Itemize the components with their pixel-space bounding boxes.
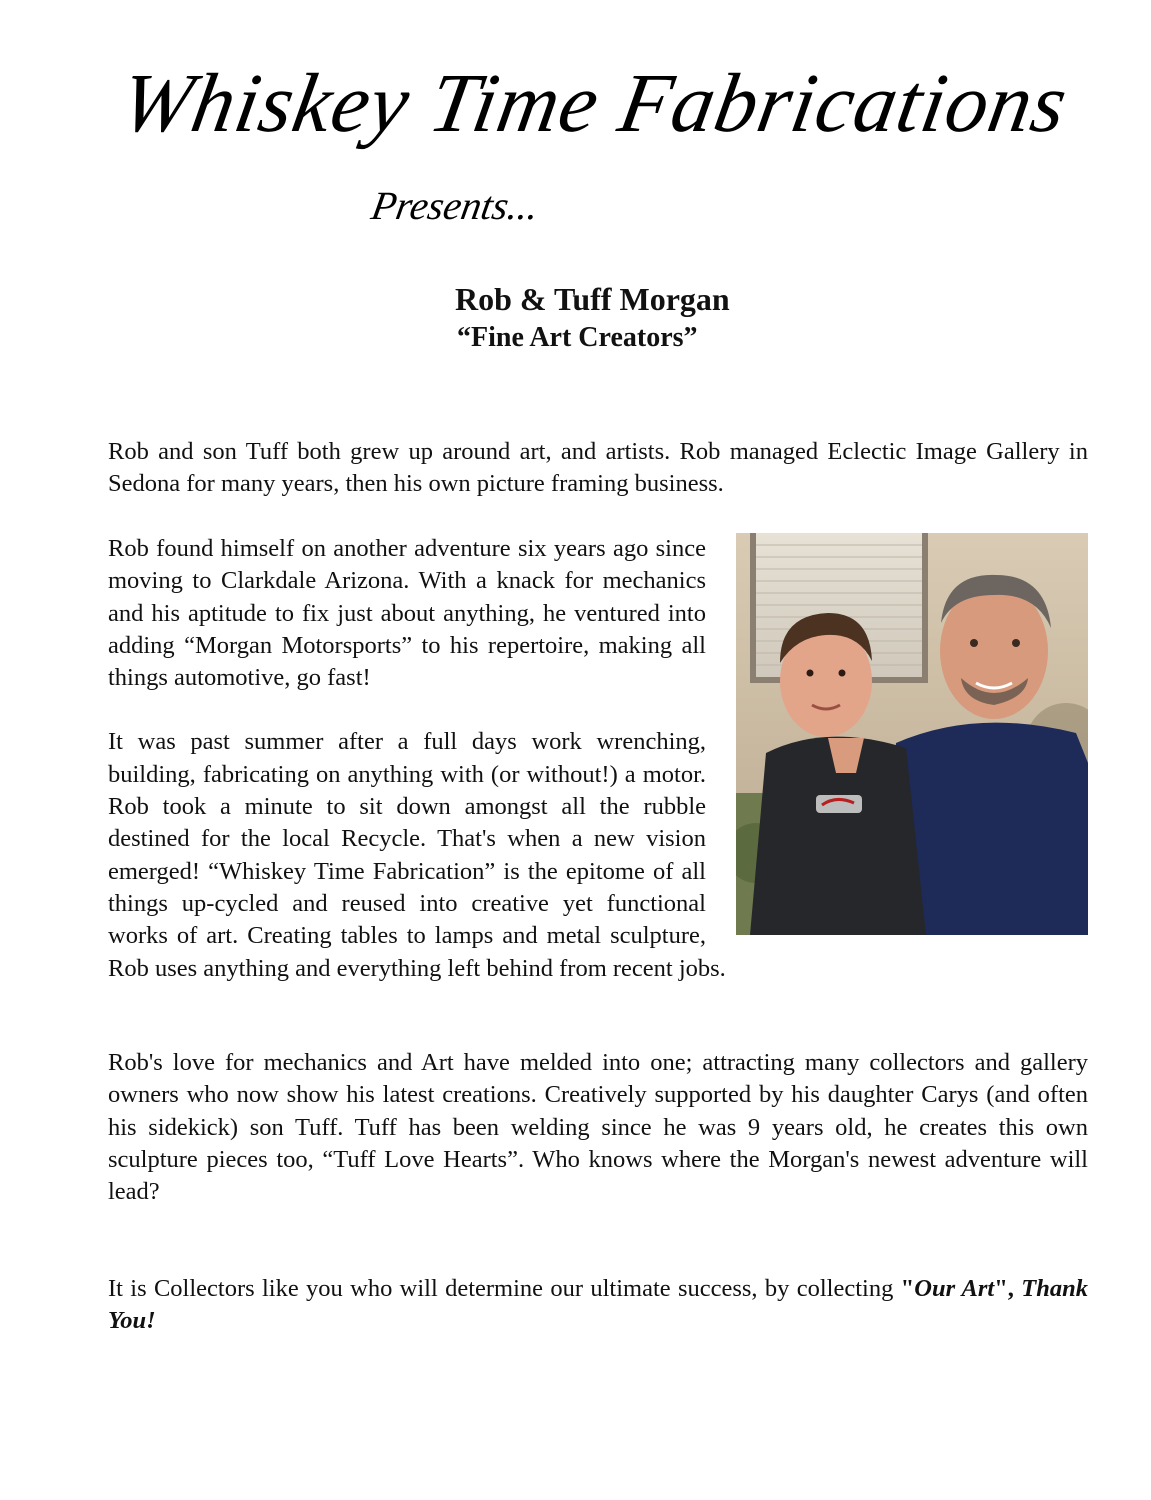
rob-and-tuff-photo: [736, 533, 1088, 935]
mechanics-art-paragraph: Rob's love for mechanics and Art have melded into one; attracting many collectors and gallery owners who now show his latest creations. Creatively supported by his daughter Carys (and often his sidekick) son Tuff. Tuff has been welding since he was 9 years old, he creates this own sculpture pieces too, “Tuff Love Hearts”. Who knows where the Morgan's newest adventure will lead?: [108, 1049, 1088, 1206]
artist-names-title: Rob & Tuff Morgan: [455, 281, 730, 317]
artist-tagline: “Fine Art Creators”: [457, 322, 698, 353]
story-paragraphs: [108, 533, 1088, 985]
closing-lead-text: It is Collectors like you who will determine our ultimate success, by collecting: [108, 1275, 901, 1302]
presents-heading: Presents...: [368, 183, 543, 228]
thank-you-text: Thank You!: [108, 1275, 1088, 1335]
story-paragraph-1: Rob found himself on another adventure six years ago since moving to Clarkdale Arizona. With a knack for mechanics and his aptitude to fix just about anything, he ventured into adding “Morgan Motorsports” to his repertoire, making all things automotive, go fast!: [108, 535, 706, 692]
our-art-text: Our Art: [914, 1275, 995, 1302]
closing-paragraph: [108, 1273, 1088, 1338]
story-paragraph-2: It was past summer after a full days work wrenching, building, fabricating on anything with (or without!) a motor. Rob took a minute to sit down amongst all the rubble destined for the local Recycle. That's when a new vision emerged! “Whiskey Time Fabrication” is the epitome of all things up-cycled and reused into creative yet functional works of art. Creating tables to lamps and metal sculpture, Rob uses anything and everything left behind from recent jobs.: [108, 728, 726, 982]
closing-open-quote: ": [900, 1275, 915, 1302]
closing-close-quote: ",: [994, 1275, 1022, 1302]
intro-paragraph: Rob and son Tuff both grew up around art, and artists. Rob managed Eclectic Image Gallery in Sedona for many years, then his own picture framing business.: [108, 438, 1088, 498]
brand-logo-script: Whiskey Time Fabrications: [113, 57, 1075, 150]
